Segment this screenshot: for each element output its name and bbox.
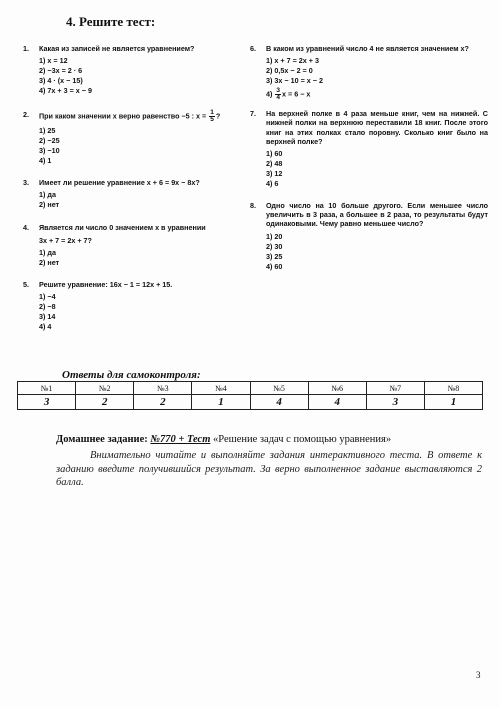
fraction-denominator: 4 [276,94,281,102]
option: 1) да [39,247,56,257]
option: 1) x + 7 = 2x + 3 [266,56,319,66]
answer-header-cell: №7 [366,382,424,395]
options-list [39,248,248,268]
option: 2) −8 [39,302,56,312]
question-6 [250,44,488,101]
answers-header-row [18,382,483,395]
question-number: 7. [250,109,256,119]
answer-value-cell: 2 [76,395,134,410]
option: 2) 48 [266,159,283,169]
option: 3) 14 [39,312,56,322]
answer-header-cell: №8 [424,382,482,395]
page-number: 3 [476,670,481,680]
answer-header-cell: №3 [134,382,192,395]
answer-value-cell: 1 [192,395,250,410]
option: 2) нет [39,257,60,267]
answers-title: Ответы для самоконтроля: [62,369,201,381]
answer-value-cell: 2 [134,395,192,410]
option: 2) нет [39,200,60,210]
homework-label: Домашнее задание: [56,434,148,445]
question-5 [23,280,248,332]
question-4 [23,223,248,267]
option: 4) 4 [39,322,52,332]
option: 1) 60 [266,149,283,159]
question-text: Имеет ли решение уравнение x + 6 = 9x − 8x? [39,178,200,188]
option: 2) −25 [39,136,60,146]
options-list [266,149,488,189]
option: 3) 12 [266,169,283,179]
question-number: 4. [23,223,29,233]
option: 3) −10 [39,146,60,156]
option: 3) 4 · (x − 15) [39,76,83,86]
homework-heading [56,434,486,445]
options-list [39,126,248,166]
option: 2) 30 [266,241,283,251]
fraction-numerator: 3 [276,87,281,95]
option: 1) да [39,190,56,200]
question-text: Какая из записей не является уравнением? [39,44,195,53]
option: 4) 7x + 3 = x − 9 [39,86,92,96]
option: 4) 60 [266,261,283,271]
question-3 [23,178,248,210]
homework-instructions: Внимательно читайте и выполняйте задания интерактивного теста. В ответе к заданию введите получившийся результат. За верно выполненное задание выставляются 2 балла. [56,450,482,488]
answer-value-cell: 3 [366,395,424,410]
answers-value-row [18,395,483,410]
question-text-end: ? [215,111,221,121]
question-text: Решите уравнение: 16x − 1 = 12x + 15. [39,279,173,289]
option: 1) x = 12 [39,56,68,66]
answer-header-cell: №1 [18,382,76,395]
answer-header-cell: №4 [192,382,250,395]
fraction [275,88,281,101]
question-text: На верхней полке в 4 раза меньше книг, чем на нижней. С нижней полки на верхнюю переставили 18 книг. После этого книг на этих полках стало поровну. Сколько книг было на верхней полке? [266,109,488,146]
option: 4) 1 [39,156,52,166]
option: 1) 25 [39,126,56,136]
option-equation: x = 6 − x [282,89,311,99]
options-list [266,232,488,272]
question-number: 5. [23,279,29,289]
question-number: 6. [250,44,256,53]
question-text [39,110,248,123]
answers-table [17,381,483,410]
question-1 [23,44,248,96]
options-list [39,56,248,96]
fraction-denominator: 5 [210,116,214,124]
option: 3) 3x − 10 = x − 2 [266,76,323,86]
question-number: 2. [23,110,29,120]
right-column [250,44,488,272]
question-number: 3. [23,178,29,188]
answer-header-cell: №6 [308,382,366,395]
option: 1) −4 [39,292,56,302]
option-prefix: 4) [266,89,273,99]
question-text: В каком из уравнений число 4 не является значением x? [266,44,469,53]
question-text: Одно число на 10 больше другого. Если меньшее число увеличить в 3 раза, а большее в 2 раза, то результаты будут одинаковыми. Чему равно меньшее число? [266,201,488,229]
homework-topic: «Решение задач с помощью уравнения» [213,434,392,445]
options-list [266,56,488,101]
answer-value-cell: 3 [18,395,76,410]
fraction [209,110,215,123]
answer-value-cell: 4 [250,395,308,410]
answer-value-cell: 4 [308,395,366,410]
question-7 [250,109,488,189]
options-list [39,190,248,210]
homework-number: №770 + Тест [150,434,211,445]
question-number: 1. [23,44,29,53]
question-text: Является ли число 0 значением x в уравнении [39,223,206,233]
question-number: 8. [250,201,256,211]
question-2 [23,110,248,166]
options-list [39,292,248,332]
answer-value-cell: 1 [424,395,482,410]
answer-header-cell: №5 [250,382,308,395]
answer-header-cell: №2 [76,382,134,395]
fraction-numerator: 1 [210,109,214,117]
left-column [23,44,248,332]
option: 4) 6 [266,179,279,189]
question-8 [250,201,488,272]
option [266,88,488,101]
option: 3) 25 [266,251,283,261]
option: 2) −3x = 2 · 6 [39,66,83,76]
option: 2) 0,5x − 2 = 0 [266,66,313,76]
test-title: 4. Решите тест: [66,14,156,29]
question-equation: 3x + 7 = 2x + 7? [39,235,92,245]
question-text-start: При каком значении x верно равенство −5 : x = [39,111,207,121]
option: 1) 20 [266,231,283,241]
